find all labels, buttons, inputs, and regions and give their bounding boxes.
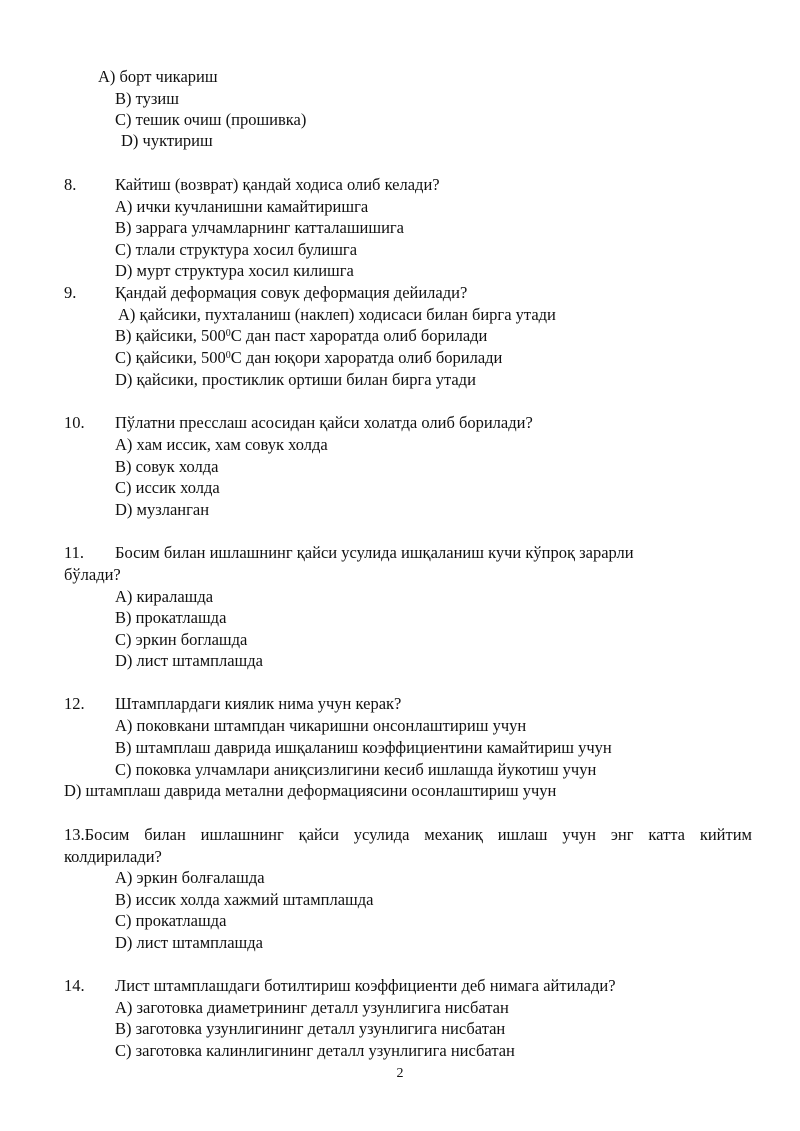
- q8-option-c: C) тлали структура хосил булишга: [115, 240, 358, 259]
- q9-number: 9.: [64, 283, 77, 302]
- q12-option-c: C) поковка улчамлари аниқсизлигини кесиб ишлашда йукотиш учун: [115, 760, 597, 779]
- q8-number: 8.: [64, 175, 77, 194]
- q7-option-a: A) борт чикариш: [98, 67, 218, 86]
- q12-text: Штамплардаги киялик нима учун керак?: [115, 694, 402, 713]
- page-number: 2: [396, 1066, 404, 1081]
- q7-option-d: D) чуктириш: [121, 131, 213, 150]
- q10-option-c: C) иссик холда: [115, 478, 220, 497]
- q9-option-d: D) қайсики, простиклик ортиши билан бирга утади: [115, 370, 476, 389]
- q13-option-b: B) иссик холда хажмий штамплашда: [115, 890, 374, 909]
- q7-option-c: C) тешик очиш (прошивка): [115, 110, 307, 129]
- q12-number: 12.: [64, 694, 85, 713]
- q12-option-b: B) штамплаш даврида ишқаланиш коэффициентини камайтириш учун: [115, 738, 612, 757]
- q12-option-d: D) штамплаш даврида метални деформациясини осонлаштириш учун: [64, 781, 557, 800]
- q8-text: Кайтиш (возврат) қандай ходиса олиб келади?: [115, 175, 440, 194]
- q8-option-d: D) мурт структура хосил килишга: [115, 261, 354, 280]
- q13-option-c: C) прокатлашда: [115, 911, 227, 930]
- q13-option-a: A) эркин болғалашда: [115, 868, 265, 887]
- q8-option-b: B) заррага улчамларнинг катталашишига: [115, 218, 404, 237]
- q9-option-b: B) қайсики, $500^0С$ дан паст хароратда олиб борилади: [115, 326, 488, 345]
- q9-option-a: A) қайсики, пухталаниш (наклеп) ходисаси билан бирга утади: [118, 305, 556, 324]
- q11-option-a: A) киралашда: [115, 587, 214, 606]
- q8-option-a: A) ички кучланишни камайтиришга: [115, 197, 369, 216]
- q13-text-cont: колдирилади?: [64, 847, 162, 866]
- q13-text: 13.Босим билан ишлашнинг қайси усулида механиқ ишлаш учун энг катта кийтим: [64, 825, 752, 844]
- q10-text: Пўлатни пресслаш асосидан қайси холатда олиб борилади?: [115, 413, 533, 432]
- q10-option-d: D) музланган: [115, 500, 210, 519]
- q11-option-c: C) эркин боглашда: [115, 630, 248, 649]
- q12-option-a: A) поковкани штампдан чикаришни онсонлаштириш учун: [115, 716, 527, 735]
- q9-text: Қандай деформация совук деформация дейилади?: [115, 283, 468, 302]
- q11-option-b: B) прокатлашда: [115, 608, 227, 627]
- q11-number: 11.: [64, 543, 85, 562]
- q11-text-cont: бўлади?: [64, 565, 121, 584]
- q10-number: 10.: [64, 413, 85, 432]
- q14-option-b: B) заготовка узунлигининг деталл узунлигига нисбатан: [115, 1019, 506, 1038]
- q11-text: Босим билан ишлашнинг қайси усулида ишқаланиш кучи кўпроқ зарарли: [115, 543, 634, 562]
- q11-option-d: D) лист штамплашда: [115, 651, 263, 670]
- q14-option-c: C) заготовка калинлигининг деталл узунлигига нисбатан: [115, 1041, 515, 1060]
- q10-option-b: B) совук холда: [115, 457, 219, 476]
- q14-text: Лист штамплашдаги ботилтириш коэффициенти деб нимага айтилади?: [115, 976, 616, 995]
- q13-option-d: D) лист штамплашда: [115, 933, 263, 952]
- q14-number: 14.: [64, 976, 85, 995]
- q9-option-c: C) қайсики, $500^0С$ дан юқори хароратда олиб борилади: [115, 348, 503, 367]
- q10-option-a: A) хам иссик, хам совук холда: [115, 435, 328, 454]
- q7-option-b: B) тузиш: [115, 89, 179, 108]
- q14-option-a: A) заготовка диаметрининг деталл узунлигига нисбатан: [115, 998, 509, 1017]
